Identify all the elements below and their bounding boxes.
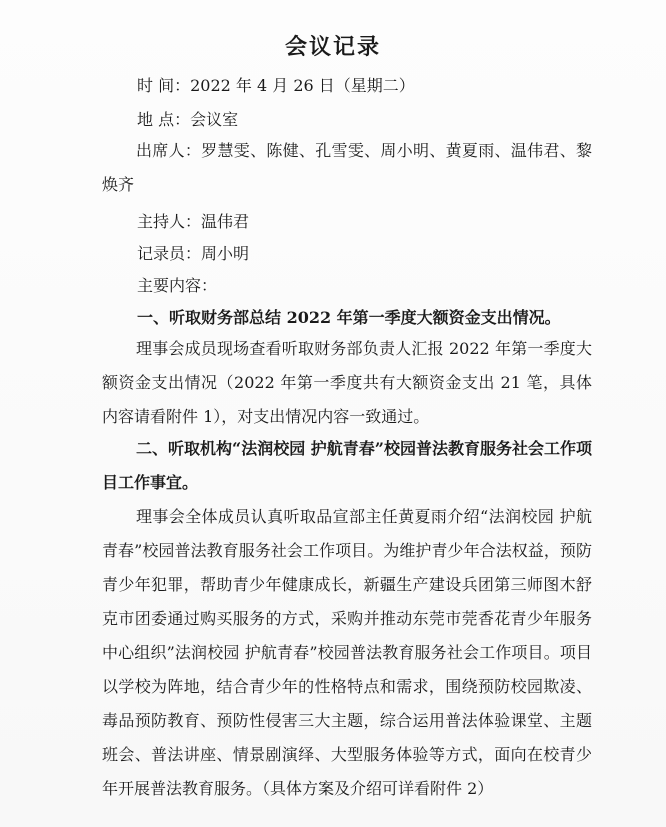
meeting-place: 地 点：会议室 [137, 110, 239, 129]
meeting-recorder: 记录员：周小明 [137, 244, 250, 263]
section2-body: 理事会全体成员认真听取品宣部主任黄夏雨介绍“法润校园 护航青春”校园普法教育服务社会工作项目。为维护青少年合法权益，预防青少年犯罪，帮助青少年健康成长，新疆生产建设兵团第三师图木舒克市团委通过购买服务的方式，采购并推动东莞市莞香花青少年服务中心组织”法润校园 护航青春”校园普法教育服务社会工作项目。项目以学校为阵地，结合青少年的性格特点和需求，围绕预防校园欺凌、毒品预防教育、预防性侵害三大主题，综合运用普法体验课堂、主题班会、普法讲座、情景剧演绎、大型服务体验等方式，面向在校青少年开展普法教育服务。（具体方案及介绍可详看附件 2） [102, 507, 592, 798]
section1-heading: 一、听取财务部总结 2022 年第一季度大额资金支出情况。 [137, 308, 561, 327]
main-content-label: 主要内容： [137, 276, 218, 295]
meeting-time: 时 间：2022 年 4 月 26 日（星期二） [137, 76, 415, 95]
meeting-host: 主持人：温伟君 [137, 212, 250, 231]
section2-heading: 二、听取机构“法润校园 护航青春”校园普法教育服务社会工作项目工作事宜。 [102, 439, 592, 492]
document-title: 会议记录 [284, 34, 381, 60]
section1-body: 理事会成员现场查看听取财务部负责人汇报 2022 年第一季度大额资金支出情况（2022 年第一季度共有大额资金支出 21 笔，具体内容请看附件 1），对支出情况内容一致通过。 [102, 339, 592, 426]
meeting-attendees: 出席人：罗慧雯、陈健、孔雪雯、周小明、黄夏雨、温伟君、黎焕齐 [102, 141, 592, 194]
